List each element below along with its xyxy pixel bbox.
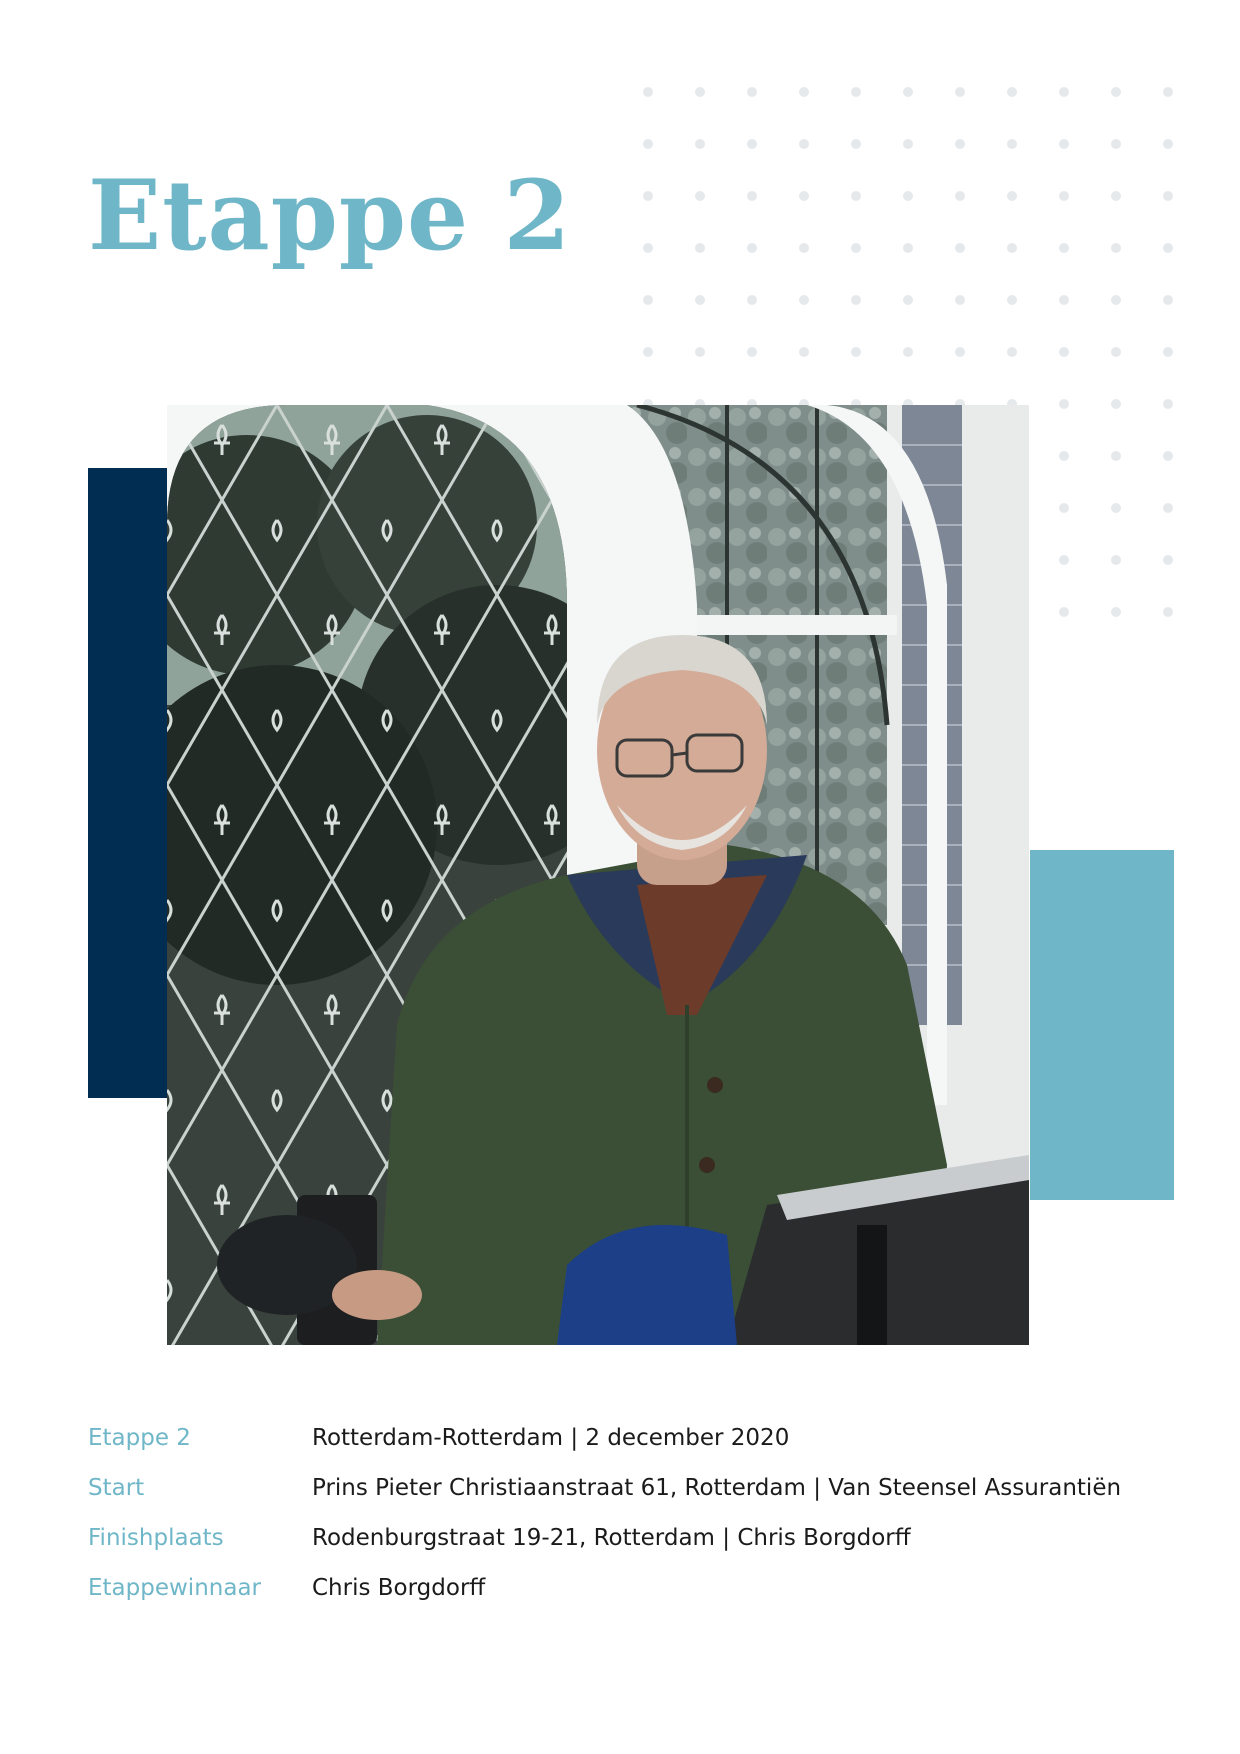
decorative-dot (799, 243, 809, 253)
decorative-dot (1163, 139, 1173, 149)
decorative-dot (643, 139, 653, 149)
decorative-dot (1163, 191, 1173, 201)
decorative-dot (747, 87, 757, 97)
decorative-dot (1059, 451, 1069, 461)
decorative-dot (747, 243, 757, 253)
detail-label: Finishplaats (88, 1525, 224, 1551)
decorative-dot (851, 347, 861, 357)
decorative-dot (1163, 347, 1173, 357)
decorative-dot (903, 347, 913, 357)
detail-row-winner (88, 1563, 1168, 1613)
detail-label: Etappewinnaar (88, 1575, 261, 1601)
decorative-dot (1059, 503, 1069, 513)
decorative-dot (747, 347, 757, 357)
decorative-dot (1007, 295, 1017, 305)
decorative-dot (1163, 243, 1173, 253)
decorative-dot (903, 139, 913, 149)
decorative-dot (851, 191, 861, 201)
decorative-dot (903, 295, 913, 305)
decorative-dot (955, 295, 965, 305)
decorative-dot (799, 87, 809, 97)
decorative-dot (1163, 607, 1173, 617)
stage-details (88, 1413, 1168, 1613)
detail-value: Rodenburgstraat 19-21, Rotterdam | Chris Borgdorff (312, 1525, 911, 1551)
decorative-dot (1059, 139, 1069, 149)
portrait-photo (167, 405, 1029, 1345)
decorative-dot (1059, 399, 1069, 409)
decorative-dot (1163, 295, 1173, 305)
decorative-dot (1163, 503, 1173, 513)
decorative-dot (1007, 347, 1017, 357)
decorative-dot (903, 191, 913, 201)
decorative-dot (1163, 451, 1173, 461)
decorative-dot (643, 347, 653, 357)
detail-label: Start (88, 1475, 145, 1501)
decorative-dot (1111, 451, 1121, 461)
decorative-dot (799, 139, 809, 149)
decorative-dot (695, 243, 705, 253)
decorative-dot (1111, 243, 1121, 253)
decorative-dot (643, 87, 653, 97)
decorative-dot (1111, 295, 1121, 305)
decorative-dot (695, 347, 705, 357)
detail-value: Chris Borgdorff (312, 1575, 486, 1601)
decorative-dot (1163, 399, 1173, 409)
decorative-dot (1059, 295, 1069, 305)
decorative-dot (955, 243, 965, 253)
navy-accent-bar (88, 468, 170, 1098)
decorative-dot (1007, 191, 1017, 201)
detail-row-finish (88, 1513, 1168, 1563)
decorative-dot (955, 191, 965, 201)
decorative-dot (1111, 191, 1121, 201)
page-title: Etappe 2 (88, 159, 572, 272)
decorative-dot (851, 139, 861, 149)
decorative-dot (1059, 243, 1069, 253)
decorative-dot (1059, 555, 1069, 565)
decorative-dot (799, 295, 809, 305)
decorative-dot (1007, 243, 1017, 253)
decorative-dot (747, 191, 757, 201)
decorative-dot (1059, 191, 1069, 201)
decorative-dot (1007, 87, 1017, 97)
decorative-dot (903, 87, 913, 97)
teal-accent-bar (1030, 850, 1174, 1200)
decorative-dot (1111, 347, 1121, 357)
detail-value: Prins Pieter Christiaanstraat 61, Rotterdam | Van Steensel Assurantiën (312, 1475, 1122, 1501)
decorative-dot (643, 191, 653, 201)
detail-row-start (88, 1463, 1168, 1513)
decorative-dot (1111, 503, 1121, 513)
decorative-dot (955, 139, 965, 149)
decorative-dot (643, 243, 653, 253)
decorative-dot (1059, 87, 1069, 97)
detail-value: Rotterdam-Rotterdam | 2 december 2020 (312, 1425, 790, 1451)
decorative-dot (799, 347, 809, 357)
decorative-dot (1163, 87, 1173, 97)
decorative-dot (851, 243, 861, 253)
decorative-dot (695, 87, 705, 97)
decorative-dot (799, 191, 809, 201)
decorative-dot (643, 295, 653, 305)
decorative-dot (955, 87, 965, 97)
decorative-dot (1111, 87, 1121, 97)
decorative-dot (1059, 347, 1069, 357)
decorative-dot (955, 347, 965, 357)
decorative-dot (851, 295, 861, 305)
decorative-dot (1111, 555, 1121, 565)
decorative-dot (695, 191, 705, 201)
decorative-dot (695, 295, 705, 305)
decorative-dot (1163, 555, 1173, 565)
decorative-dot (1007, 139, 1017, 149)
decorative-dot (747, 139, 757, 149)
decorative-dot (1111, 607, 1121, 617)
detail-label: Etappe 2 (88, 1425, 191, 1451)
decorative-dot (1111, 399, 1121, 409)
decorative-dot (1111, 139, 1121, 149)
decorative-dot (695, 139, 705, 149)
decorative-dot (747, 295, 757, 305)
detail-row-stage (88, 1413, 1168, 1463)
decorative-dot (903, 243, 913, 253)
decorative-dot (851, 87, 861, 97)
decorative-dot (1059, 607, 1069, 617)
